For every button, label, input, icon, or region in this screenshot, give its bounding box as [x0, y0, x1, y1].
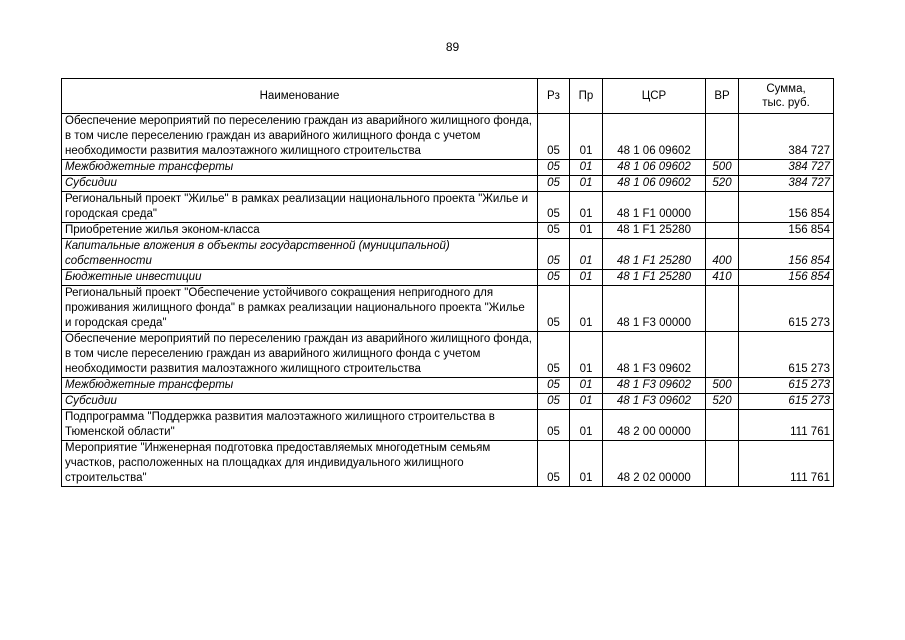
row-pr: 01 — [570, 286, 603, 332]
row-rz: 05 — [538, 378, 570, 394]
row-pr: 01 — [570, 176, 603, 192]
header-name: Наименование — [62, 79, 538, 114]
header-csr: ЦСР — [603, 79, 706, 114]
row-sum: 615 273 — [739, 394, 834, 410]
row-pr: 01 — [570, 239, 603, 270]
row-pr: 01 — [570, 410, 603, 441]
row-vr: 520 — [706, 176, 739, 192]
row-csr: 48 1 F1 25280 — [603, 239, 706, 270]
row-vr — [706, 441, 739, 487]
table-row — [62, 239, 834, 270]
row-pr: 01 — [570, 378, 603, 394]
row-pr: 01 — [570, 270, 603, 286]
row-rz: 05 — [538, 270, 570, 286]
row-vr: 400 — [706, 239, 739, 270]
row-rz: 05 — [538, 192, 570, 223]
table-row — [62, 270, 834, 286]
row-name: Межбюджетные трансферты — [62, 378, 538, 394]
row-name: Межбюджетные трансферты — [62, 160, 538, 176]
table-header — [62, 79, 834, 114]
row-vr — [706, 192, 739, 223]
table-row — [62, 332, 834, 378]
row-pr: 01 — [570, 114, 603, 160]
budget-table — [61, 78, 834, 487]
row-sum: 384 727 — [739, 114, 834, 160]
row-name: Региональный проект "Обеспечение устойчивого сокращения непригодного для проживания жилищного фонда" в рамках реализации национального проекта "Жилье и городская среда" — [62, 286, 538, 332]
row-sum: 156 854 — [739, 239, 834, 270]
row-rz: 05 — [538, 239, 570, 270]
row-csr: 48 1 F3 09602 — [603, 378, 706, 394]
row-csr: 48 1 F1 25280 — [603, 270, 706, 286]
row-rz: 05 — [538, 441, 570, 487]
row-vr: 410 — [706, 270, 739, 286]
table-row — [62, 223, 834, 239]
row-sum: 156 854 — [739, 223, 834, 239]
header-vr: ВР — [706, 79, 739, 114]
row-sum: 615 273 — [739, 286, 834, 332]
row-rz: 05 — [538, 223, 570, 239]
row-rz: 05 — [538, 332, 570, 378]
row-name: Подпрограмма "Поддержка развития малоэтажного жилищного строительства в Тюменской области" — [62, 410, 538, 441]
row-csr: 48 2 02 00000 — [603, 441, 706, 487]
row-csr: 48 1 F3 09602 — [603, 394, 706, 410]
row-vr — [706, 223, 739, 239]
table-row — [62, 192, 834, 223]
row-pr: 01 — [570, 160, 603, 176]
row-vr: 520 — [706, 394, 739, 410]
row-vr — [706, 332, 739, 378]
row-csr: 48 1 F1 00000 — [603, 192, 706, 223]
row-sum: 156 854 — [739, 192, 834, 223]
row-csr: 48 1 F3 00000 — [603, 286, 706, 332]
row-name: Региональный проект "Жилье" в рамках реализации национального проекта "Жилье и городская среда" — [62, 192, 538, 223]
table-row — [62, 410, 834, 441]
row-vr — [706, 410, 739, 441]
row-name: Капитальные вложения в объекты государственной (муниципальной) собственности — [62, 239, 538, 270]
row-sum: 111 761 — [739, 441, 834, 487]
row-sum: 384 727 — [739, 176, 834, 192]
table-body — [62, 114, 834, 487]
row-csr: 48 1 06 09602 — [603, 160, 706, 176]
row-sum: 615 273 — [739, 378, 834, 394]
row-name: Обеспечение мероприятий по переселению граждан из аварийного жилищного фонда, в том числе переселению граждан из аварийного жилищного фонда с учетом необходимости развития малоэтажного жилищного строительства — [62, 332, 538, 378]
row-rz: 05 — [538, 114, 570, 160]
header-rz: Рз — [538, 79, 570, 114]
row-name: Бюджетные инвестиции — [62, 270, 538, 286]
row-name: Обеспечение мероприятий по переселению граждан из аварийного жилищного фонда, в том числе переселению граждан из аварийного жилищного фонда с учетом необходимости развития малоэтажного жилищного строительства — [62, 114, 538, 160]
row-pr: 01 — [570, 223, 603, 239]
row-rz: 05 — [538, 410, 570, 441]
row-sum: 615 273 — [739, 332, 834, 378]
row-pr: 01 — [570, 192, 603, 223]
row-name: Приобретение жилья эконом-класса — [62, 223, 538, 239]
row-csr: 48 1 06 09602 — [603, 114, 706, 160]
row-pr: 01 — [570, 441, 603, 487]
row-name: Субсидии — [62, 176, 538, 192]
row-rz: 05 — [538, 160, 570, 176]
table-row — [62, 378, 834, 394]
row-sum: 111 761 — [739, 410, 834, 441]
table-row — [62, 286, 834, 332]
row-csr: 48 1 06 09602 — [603, 176, 706, 192]
table-row — [62, 394, 834, 410]
row-vr — [706, 114, 739, 160]
row-sum: 384 727 — [739, 160, 834, 176]
row-name: Мероприятие "Инженерная подготовка предоставляемых многодетным семьям участков, расположенных на площадках для индивидуального жилищного строительства" — [62, 441, 538, 487]
row-vr: 500 — [706, 378, 739, 394]
table-row — [62, 114, 834, 160]
header-sum: Сумма, тыс. руб. — [739, 79, 834, 114]
row-csr: 48 1 F3 09602 — [603, 332, 706, 378]
row-pr: 01 — [570, 394, 603, 410]
row-rz: 05 — [538, 286, 570, 332]
row-rz: 05 — [538, 176, 570, 192]
row-vr: 500 — [706, 160, 739, 176]
table-row — [62, 176, 834, 192]
header-pr: Пр — [570, 79, 603, 114]
row-rz: 05 — [538, 394, 570, 410]
row-vr — [706, 286, 739, 332]
table-row — [62, 441, 834, 487]
row-pr: 01 — [570, 332, 603, 378]
row-csr: 48 1 F1 25280 — [603, 223, 706, 239]
page-number: 89 — [445, 40, 460, 54]
row-sum: 156 854 — [739, 270, 834, 286]
row-csr: 48 2 00 00000 — [603, 410, 706, 441]
table-row — [62, 160, 834, 176]
row-name: Субсидии — [62, 394, 538, 410]
